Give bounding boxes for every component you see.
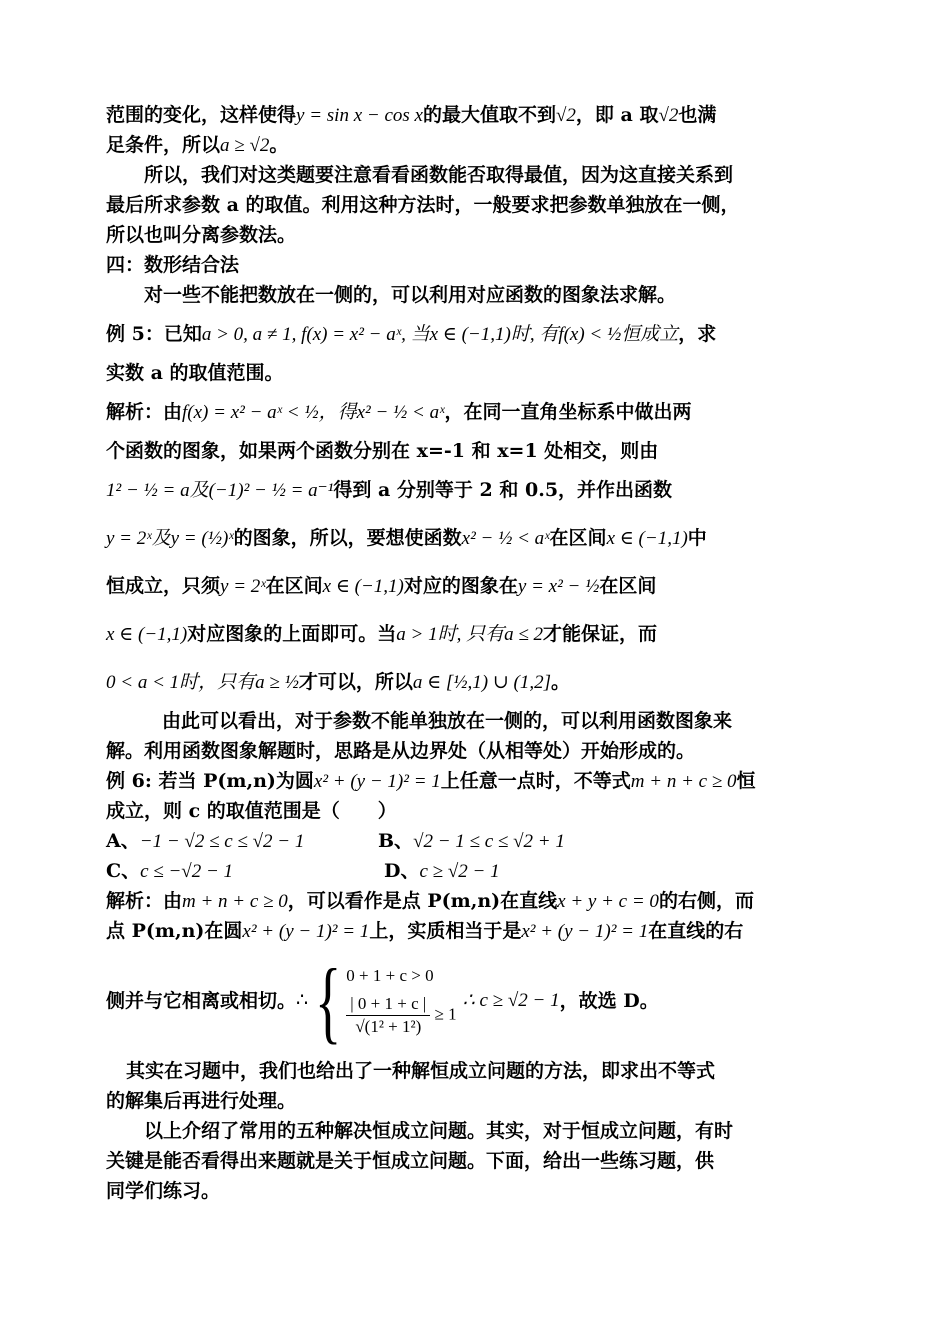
options-cd (106, 856, 828, 886)
text: 对应的图象在 (403, 575, 518, 597)
formula: a > 0, a ≠ 1, f(x) = x² − aˣ, 当x ∈ (−1,1)时, 有f(x) < ½恒成立 (201, 324, 679, 345)
line-24 (106, 916, 828, 946)
text: 解析：由 (106, 890, 183, 912)
line-14 (106, 562, 828, 610)
text: 。 (551, 671, 571, 693)
text: ，在同一直角坐标系中做出两 (444, 401, 692, 423)
text: 才可以，所以 (298, 671, 413, 693)
example-5 (106, 310, 828, 358)
line-5: 所以也叫分离参数法。 (106, 224, 297, 246)
line-2 (106, 130, 828, 160)
text: 例 5：已知 (106, 323, 202, 345)
formula: 0 < a < 1时，只有a ≥ ½ (106, 672, 299, 693)
text: 恒 (736, 770, 756, 792)
brace-icon: { (314, 950, 342, 1052)
formula: √2 (555, 105, 576, 126)
line-26: 其实在习题中，我们也给出了一种解恒成立问题的方法，即求出不等式 (126, 1060, 716, 1082)
option-label: C、 (106, 860, 141, 882)
option-label: A、 (106, 830, 140, 852)
text: 才能保证，而 (543, 623, 658, 645)
text: 的图象，所以，要想使函数 (233, 527, 462, 549)
formula: a ≥ √2 (220, 135, 270, 156)
formula: c ≥ √2 − 1 (419, 861, 500, 882)
therefore-symbol: ∴ (296, 990, 309, 1011)
text: 解析：由 (106, 401, 183, 423)
text: ，即 a 取 (575, 104, 659, 126)
formula: 1² − ½ = a及(−1)² − ½ = a⁻¹ (106, 480, 334, 501)
text: 范围的变化，这样使得 (106, 104, 297, 126)
formula: y = 2ˣ (220, 576, 266, 597)
line-12 (106, 466, 828, 514)
text: 中 (687, 527, 707, 549)
text: 在区间 (599, 575, 657, 597)
formula: −1 − √2 ≤ c ≤ √2 − 1 (139, 831, 305, 852)
inequality-system (346, 965, 456, 1038)
formula: y = x² − ½ (517, 576, 600, 597)
line-23 (106, 886, 828, 916)
document-page (106, 100, 828, 1206)
option-c (106, 856, 384, 887)
text: 上，实质相当于是 (369, 920, 522, 942)
line-13 (106, 514, 828, 562)
example-6 (106, 766, 828, 796)
text: 点 P(m,n)在圆 (106, 920, 243, 942)
formula: a > 1时, 只有a ≤ 2 (396, 624, 543, 645)
formula: x² + (y − 1)² = 1 (242, 921, 370, 942)
line-11: 个函数的图象，如果两个函数分别在 x=-1 和 x=1 处相交，则由 (106, 440, 659, 462)
line-7: 对一些不能把数放在一侧的，可以利用对应函数的图象法求解。 (144, 284, 677, 306)
line-1 (106, 100, 828, 130)
formula: x + y + c = 0 (557, 891, 659, 912)
formula: x² − ½ < aˣ (461, 528, 550, 549)
formula: √2 − 1 ≤ c ≤ √2 + 1 (413, 831, 565, 852)
fraction-numerator: | 0 + 1 + c | (346, 993, 430, 1016)
formula: x ∈ (−1,1) (106, 624, 188, 645)
line-3: 所以，我们对这类题要注意看看函数能否取得最值，因为这直接关系到 (144, 164, 734, 186)
formula: x ∈ (−1,1) (322, 576, 404, 597)
line-18: 解。利用函数图象解题时，思路是从边界处（从相等处）开始形成的。 (106, 740, 696, 762)
system-row-1: 0 + 1 + c > 0 (346, 965, 434, 985)
options-ab (106, 826, 828, 856)
line-29: 关键是能否看得出来题就是关于恒成立问题。下面，给出一些练习题，供 (106, 1150, 715, 1172)
text: 也满 (678, 104, 717, 126)
option-label: B、 (378, 830, 414, 852)
line-9: 实数 a 的取值范围。 (106, 362, 284, 384)
formula: m + n + c ≥ 0 (182, 891, 288, 912)
section-heading: 四：数形结合法 (106, 254, 240, 276)
text: 例 6: 若当 P(m,n)为圆 (106, 770, 314, 792)
text: 足条件，所以 (106, 134, 221, 156)
text: 在直线的右 (648, 920, 744, 942)
text: 恒成立，只须 (106, 575, 221, 597)
text: 。 (269, 134, 289, 156)
text: 侧并与它相离或相切。 (106, 990, 297, 1012)
line-4: 最后所求参数 a 的取值。利用这种方法时，一般要求把参数单独放在一侧， (106, 194, 740, 216)
option-d (384, 856, 500, 887)
formula: m + n + c ≥ 0 (630, 771, 737, 792)
line-30: 同学们练习。 (106, 1180, 221, 1202)
formula: ∴ c ≥ √2 − 1 (462, 990, 560, 1011)
text: 的最大值取不到 (422, 104, 556, 126)
line-17: 由此可以看出，对于参数不能单独放在一侧的，可以利用函数图象来 (162, 710, 733, 732)
formula: x ∈ (−1,1) (606, 528, 688, 549)
system-row-2 (346, 993, 456, 1038)
formula: y = 2ˣ及y = (½)ˣ (106, 528, 234, 549)
option-b (378, 826, 565, 857)
line-16 (106, 658, 828, 706)
line-15 (106, 610, 828, 658)
text: 上任意一点时，不等式 (440, 770, 631, 792)
text: 的右侧，而 (658, 890, 754, 912)
system-ge: ≥ 1 (434, 1003, 457, 1023)
line-28: 以上介绍了常用的五种解决恒成立问题。其实，对于恒成立问题，有时 (144, 1120, 734, 1142)
line-27: 的解集后再进行处理。 (106, 1090, 297, 1112)
system-fraction (346, 993, 430, 1038)
text: 在区间 (549, 527, 607, 549)
text: ，求 (678, 323, 717, 345)
text: 对应图象的上面即可。当 (187, 623, 397, 645)
option-a (106, 826, 378, 857)
formula: x² + (y − 1)² = 1 (313, 771, 441, 792)
formula: a ∈ [½,1) ∪ (1,2] (412, 672, 552, 693)
text: ，故选 D。 (559, 990, 659, 1012)
fraction-denominator: √(1² + 1²) (355, 1016, 422, 1036)
formula: f(x) = x² − aˣ < ½，得x² − ½ < aˣ (182, 402, 445, 423)
text: ，可以看作是点 P(m,n)在直线 (287, 890, 558, 912)
line-20: 成立，则 c 的取值范围是（ ） (106, 800, 397, 822)
formula: y = sin x − cos x (296, 105, 423, 126)
formula: √2 (658, 105, 679, 126)
text: 得到 a 分别等于 2 和 0.5，并作出函数 (333, 479, 673, 501)
formula: x² + (y − 1)² = 1 (521, 921, 649, 942)
text: 在区间 (265, 575, 323, 597)
option-label: D、 (384, 860, 420, 882)
line-10 (106, 388, 828, 436)
formula: c ≤ −√2 − 1 (140, 861, 234, 882)
line-25-system (106, 946, 828, 1056)
